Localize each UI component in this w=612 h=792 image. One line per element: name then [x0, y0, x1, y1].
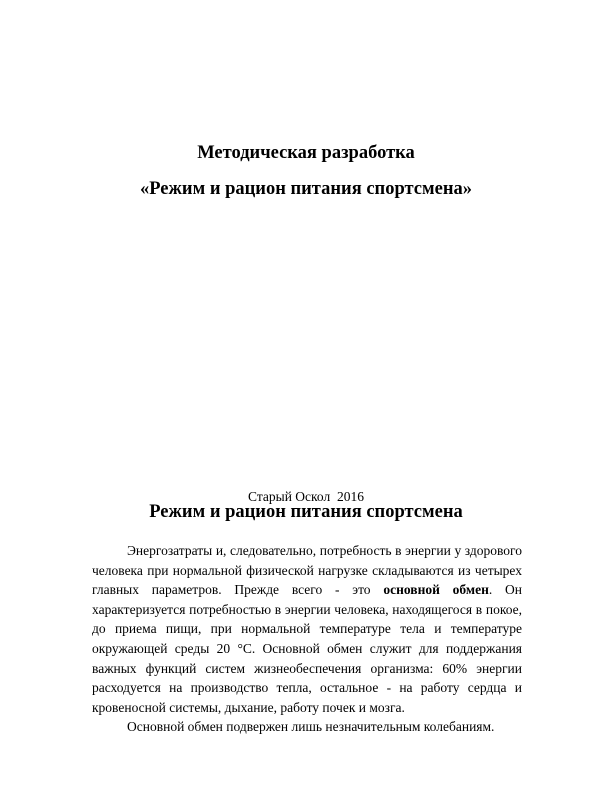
paragraph-2: Основной обмен подвержен лишь незначительным колебаниям. [127, 719, 495, 735]
paragraph-1-part-1: Энергозатраты и, следовательно, потребность в энергии у здорового человека при нормальной физической нагрузке складываются из четырех главных параметров. Прежде всего - это [92, 543, 522, 598]
document-subtitle: «Режим и рацион питания спортсмена» [140, 179, 472, 199]
place-and-year: Старый Оскол 2016 [248, 489, 364, 504]
paragraph-1-part-2: . Он характеризуется потребностью в энергии человека, находящегося в покое, до приема пищи, при нормальной температуре тела и температуре окружающей среды 20 °С. Основной обмен служит для поддержания важных функций систем жизнеобеспечения организма: 60% энергии расходуется на производство тепла, остальное - на работу сердца и кровеносной системы, дыхание, работу почек и мозга. [92, 582, 522, 715]
document-title: Методическая разработка [197, 143, 415, 163]
bold-term: основной обмен [383, 582, 489, 598]
body-text [92, 541, 522, 737]
section-title: Режим и рацион питания спортсмена [149, 502, 463, 522]
paragraph-1 [92, 541, 522, 717]
